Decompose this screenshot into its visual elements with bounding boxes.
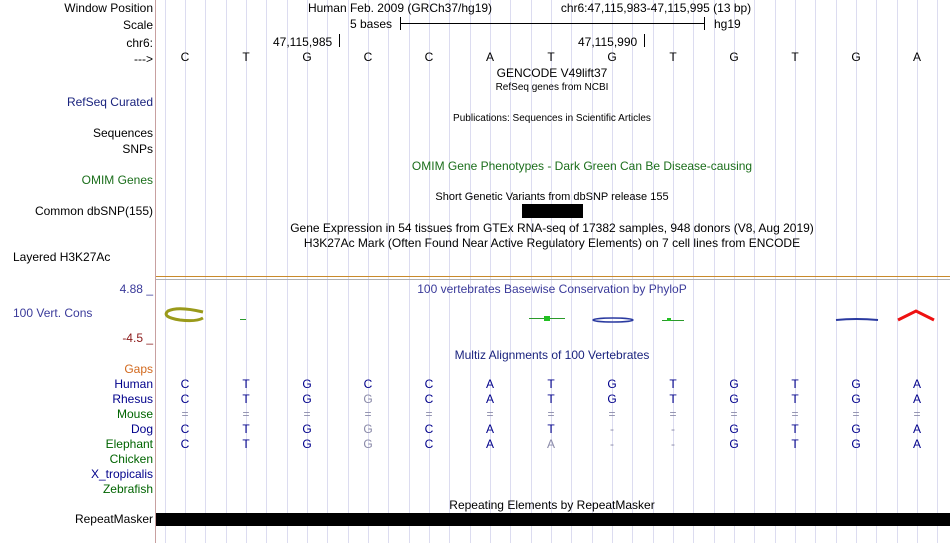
alignment-base-elephant: A bbox=[485, 437, 494, 451]
species-human-label[interactable]: Human bbox=[114, 377, 153, 391]
conservation-t-mark bbox=[240, 319, 246, 320]
common-dbsnp-label[interactable]: Common dbSNP(155) bbox=[34, 204, 153, 218]
gencode-track-title: GENCODE V49lift37 bbox=[496, 66, 608, 80]
alignment-base-rhesus: G bbox=[302, 392, 312, 406]
alignment-base-mouse: = bbox=[486, 407, 494, 421]
alignment-base-rhesus: C bbox=[180, 392, 190, 406]
dbsnp-variant-feature[interactable] bbox=[522, 204, 583, 218]
species-mouse-label[interactable]: Mouse bbox=[116, 407, 153, 421]
gridline bbox=[266, 0, 267, 543]
alignment-base-dog: - bbox=[610, 422, 614, 436]
conservation-min-label: -4.5 _ bbox=[122, 331, 153, 345]
alignment-base-mouse: = bbox=[364, 407, 372, 421]
alignment-base-rhesus: G bbox=[729, 392, 739, 406]
gridline bbox=[897, 0, 898, 543]
scale-label: Scale bbox=[122, 18, 153, 32]
window-position-label: Window Position bbox=[64, 1, 153, 15]
alignment-base-human: G bbox=[607, 377, 617, 391]
gridline bbox=[490, 0, 491, 543]
conservation-g-glyph bbox=[593, 318, 633, 322]
repeatmasker-track-title: Repeating Elements by RepeatMasker bbox=[449, 498, 655, 512]
alignment-base-human: A bbox=[485, 377, 494, 391]
ruler-tick-label-2: 47,115,990 bbox=[578, 35, 638, 49]
alignment-base-dog: T bbox=[791, 422, 799, 436]
reference-base: G bbox=[851, 50, 861, 64]
gridline bbox=[815, 0, 816, 543]
species-dog-label[interactable]: Dog bbox=[130, 422, 153, 436]
refseq-track-title: RefSeq genes from NCBI bbox=[495, 82, 609, 93]
section-divider-top bbox=[156, 276, 950, 277]
ruler-tick-label-1: 47,115,985 bbox=[273, 35, 333, 49]
h3k27ac-track-title: H3K27Ac Mark (Often Found Near Active Regulatory Elements) on 7 cell lines from ENCODE bbox=[303, 236, 801, 250]
alignment-base-rhesus: T bbox=[547, 392, 555, 406]
conservation-a-glyph bbox=[898, 311, 934, 320]
vert-cons-label[interactable]: 100 Vert. Cons bbox=[13, 306, 93, 320]
gridline bbox=[388, 0, 389, 543]
alignment-base-mouse: = bbox=[242, 407, 250, 421]
alignment-base-dog: - bbox=[671, 422, 675, 436]
alignment-base-elephant: - bbox=[671, 437, 675, 451]
alignment-base-human: T bbox=[547, 377, 555, 391]
gridline bbox=[348, 0, 349, 543]
alignment-base-dog: G bbox=[729, 422, 739, 436]
refseq-curated-label[interactable]: RefSeq Curated bbox=[66, 95, 153, 109]
snps-label[interactable]: SNPs bbox=[122, 142, 153, 156]
reference-base: G bbox=[302, 50, 312, 64]
reference-base: C bbox=[424, 50, 434, 64]
conservation-logo bbox=[156, 296, 950, 330]
alignment-base-rhesus: T bbox=[669, 392, 677, 406]
alignment-base-dog: C bbox=[424, 422, 434, 436]
conservation-g-glyph-2 bbox=[836, 319, 878, 320]
gridline bbox=[368, 0, 369, 543]
gridline bbox=[246, 0, 247, 543]
scale-bar bbox=[400, 17, 705, 31]
scale-text: 5 bases bbox=[350, 17, 393, 31]
conservation-max-label: 4.88 _ bbox=[119, 282, 153, 296]
alignment-base-human: G bbox=[302, 377, 312, 391]
ruler-tick-2 bbox=[644, 34, 645, 47]
alignment-base-human: T bbox=[242, 377, 250, 391]
alignment-base-dog: C bbox=[180, 422, 190, 436]
gridline bbox=[673, 0, 674, 543]
alignment-base-elephant: C bbox=[180, 437, 190, 451]
gridline bbox=[205, 0, 206, 543]
gridline bbox=[226, 0, 227, 543]
repeatmasker-feature-bar[interactable] bbox=[156, 513, 950, 526]
alignment-base-rhesus: T bbox=[791, 392, 799, 406]
alignment-base-mouse: = bbox=[547, 407, 555, 421]
alignment-base-human: T bbox=[669, 377, 677, 391]
scale-db-text: hg19 bbox=[714, 17, 741, 31]
gridline bbox=[470, 0, 471, 543]
alignment-base-human: T bbox=[791, 377, 799, 391]
alignment-base-mouse: = bbox=[181, 407, 189, 421]
alignment-base-elephant: G bbox=[363, 437, 373, 451]
alignment-base-mouse: = bbox=[852, 407, 860, 421]
publications-track-title: Publications: Sequences in Scientific Articles bbox=[453, 113, 651, 124]
alignment-base-human: G bbox=[851, 377, 861, 391]
alignment-base-rhesus: G bbox=[363, 392, 373, 406]
gridline bbox=[653, 0, 654, 543]
section-divider-bottom bbox=[156, 279, 950, 280]
reference-base: T bbox=[669, 50, 677, 64]
alignment-base-dog: G bbox=[363, 422, 373, 436]
gridline bbox=[836, 0, 837, 543]
gridline bbox=[856, 0, 857, 543]
alignment-base-dog: G bbox=[302, 422, 312, 436]
gridline bbox=[449, 0, 450, 543]
alignment-base-mouse: = bbox=[669, 407, 677, 421]
conservation-c-glyph bbox=[166, 309, 203, 321]
gridline bbox=[876, 0, 877, 543]
alignment-base-elephant: C bbox=[424, 437, 434, 451]
alignment-base-human: G bbox=[729, 377, 739, 391]
chromosome-label: chr6: bbox=[126, 36, 153, 50]
gridline bbox=[327, 0, 328, 543]
layered-h3k27ac-label[interactable]: Layered H3K27Ac bbox=[13, 250, 111, 264]
alignment-base-elephant: - bbox=[610, 437, 614, 451]
browser-track-image[interactable] bbox=[156, 0, 950, 543]
gtex-track-title: Gene Expression in 54 tissues from GTEx RNA-seq of 17382 samples, 948 donors (V8, Aug 2019) bbox=[290, 221, 814, 235]
alignment-base-human: A bbox=[912, 377, 921, 391]
repeatmasker-label[interactable]: RepeatMasker bbox=[74, 512, 153, 526]
reference-base: T bbox=[547, 50, 555, 64]
gridline bbox=[287, 0, 288, 543]
alignment-base-rhesus: C bbox=[424, 392, 434, 406]
alignment-base-human: C bbox=[363, 377, 373, 391]
omim-genes-label[interactable]: OMIM Genes bbox=[81, 173, 153, 187]
alignment-base-dog: A bbox=[485, 422, 494, 436]
alignment-base-dog: G bbox=[851, 422, 861, 436]
gridline bbox=[165, 0, 166, 543]
reference-base: G bbox=[729, 50, 739, 64]
species-zebrafish-label[interactable]: Zebrafish bbox=[102, 482, 153, 496]
gridline bbox=[937, 0, 938, 543]
strand-arrow-label[interactable]: ---> bbox=[134, 52, 153, 66]
multiz-track-title: Multiz Alignments of 100 Vertebrates bbox=[454, 348, 650, 362]
gridline bbox=[307, 0, 308, 543]
gridline bbox=[734, 0, 735, 543]
reference-base: T bbox=[242, 50, 250, 64]
gridline bbox=[429, 0, 430, 543]
gridline bbox=[409, 0, 410, 543]
alignment-base-dog: A bbox=[912, 422, 921, 436]
gridline bbox=[185, 0, 186, 543]
position-range-text: chr6:47,115,983-47,115,995 (13 bp) bbox=[560, 1, 752, 15]
gridline bbox=[775, 0, 776, 543]
reference-base: A bbox=[485, 50, 494, 64]
gridline bbox=[754, 0, 755, 543]
alignment-base-mouse: = bbox=[913, 407, 921, 421]
gridline bbox=[795, 0, 796, 543]
dbsnp-track-title: Short Genetic Variants from dbSNP release 155 bbox=[435, 191, 669, 203]
omim-track-title: OMIM Gene Phenotypes - Dark Green Can Be Disease-causing bbox=[411, 159, 753, 173]
reference-base: T bbox=[791, 50, 799, 64]
alignment-base-rhesus: G bbox=[851, 392, 861, 406]
alignment-base-elephant: A bbox=[546, 437, 555, 451]
species-elephant-label[interactable]: Elephant bbox=[105, 437, 153, 451]
alignment-base-dog: T bbox=[242, 422, 250, 436]
reference-base: C bbox=[180, 50, 190, 64]
reference-base: A bbox=[912, 50, 921, 64]
reference-base: G bbox=[607, 50, 617, 64]
gridline bbox=[632, 0, 633, 543]
alignment-base-rhesus: A bbox=[485, 392, 494, 406]
conservation-t-glyph bbox=[544, 316, 550, 321]
gridline bbox=[714, 0, 715, 543]
species-rhesus-label[interactable]: Rhesus bbox=[112, 392, 153, 406]
reference-base: C bbox=[363, 50, 373, 64]
ruler-tick-1 bbox=[339, 34, 340, 47]
alignment-base-elephant: G bbox=[729, 437, 739, 451]
gridline bbox=[917, 0, 918, 543]
alignment-base-human: C bbox=[180, 377, 190, 391]
alignment-base-rhesus: G bbox=[607, 392, 617, 406]
alignment-base-human: C bbox=[424, 377, 434, 391]
species-chicken-label[interactable]: Chicken bbox=[109, 452, 153, 466]
gridline bbox=[612, 0, 613, 543]
alignment-base-mouse: = bbox=[303, 407, 311, 421]
sequences-label[interactable]: Sequences bbox=[92, 126, 153, 140]
alignment-base-rhesus: A bbox=[912, 392, 921, 406]
alignment-base-rhesus: T bbox=[242, 392, 250, 406]
gridline bbox=[693, 0, 694, 543]
assembly-title: Human Feb. 2009 (GRCh37/hg19) bbox=[307, 1, 493, 15]
alignment-base-mouse: = bbox=[608, 407, 616, 421]
alignment-base-elephant: A bbox=[912, 437, 921, 451]
species-xtropicalis-label[interactable]: X_tropicalis bbox=[90, 467, 153, 481]
alignment-base-elephant: T bbox=[791, 437, 799, 451]
alignment-base-elephant: G bbox=[851, 437, 861, 451]
alignment-base-dog: T bbox=[547, 422, 555, 436]
alignment-base-elephant: T bbox=[242, 437, 250, 451]
alignment-base-mouse: = bbox=[730, 407, 738, 421]
conservation-bar-2 bbox=[662, 320, 684, 321]
alignment-base-elephant: G bbox=[302, 437, 312, 451]
gaps-label[interactable]: Gaps bbox=[124, 362, 153, 376]
track-labels-panel bbox=[0, 0, 156, 543]
alignment-base-mouse: = bbox=[791, 407, 799, 421]
alignment-base-mouse: = bbox=[425, 407, 433, 421]
phylop-track-title: 100 vertebrates Basewise Conservation by PhyloP bbox=[417, 282, 687, 296]
conservation-t-glyph-2 bbox=[667, 318, 671, 321]
